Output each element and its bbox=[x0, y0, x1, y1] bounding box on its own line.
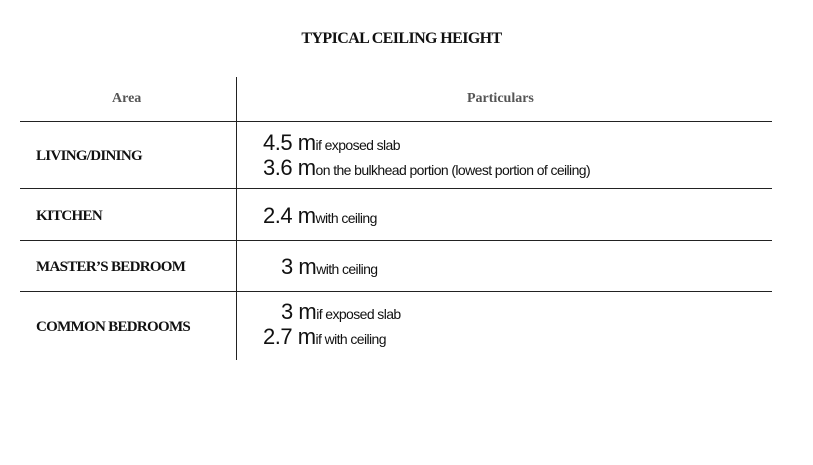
height-value: 3 m bbox=[281, 254, 317, 279]
row-divider bbox=[20, 240, 772, 241]
header-particulars: Particulars bbox=[467, 91, 534, 106]
column-divider bbox=[236, 77, 237, 360]
height-value: 2.7 m bbox=[263, 324, 316, 349]
height-value: 4.5 m bbox=[263, 130, 316, 155]
particular-line bbox=[263, 155, 590, 181]
height-note: if exposed slab bbox=[315, 137, 400, 153]
header-area: Area bbox=[112, 91, 142, 106]
area-living-dining: LIVING/DINING bbox=[36, 148, 142, 164]
height-note: if exposed slab bbox=[316, 306, 401, 322]
height-note: on the bulkhead portion (lowest portion of ceiling) bbox=[315, 162, 591, 178]
particular-line bbox=[281, 299, 401, 325]
height-value: 3.6 m bbox=[263, 155, 316, 180]
height-note: if with ceiling bbox=[315, 331, 386, 347]
row-divider bbox=[20, 291, 772, 292]
page-title: TYPICAL CEILING HEIGHT bbox=[301, 30, 502, 47]
row-divider bbox=[20, 188, 772, 189]
area-common-bedrooms: COMMON BEDROOMS bbox=[36, 319, 191, 335]
height-value: 3 m bbox=[281, 299, 317, 324]
height-note: with ceiling bbox=[316, 261, 378, 277]
area-masters-bedroom: MASTER’S BEDROOM bbox=[36, 259, 186, 275]
particular-line bbox=[281, 254, 377, 280]
particular-line bbox=[263, 324, 386, 350]
particular-line bbox=[263, 130, 400, 156]
height-value: 2.4 m bbox=[263, 203, 316, 228]
header-divider bbox=[20, 121, 772, 122]
height-note: with ceiling bbox=[315, 210, 377, 226]
particular-line bbox=[263, 203, 377, 229]
area-kitchen: KITCHEN bbox=[36, 208, 102, 224]
